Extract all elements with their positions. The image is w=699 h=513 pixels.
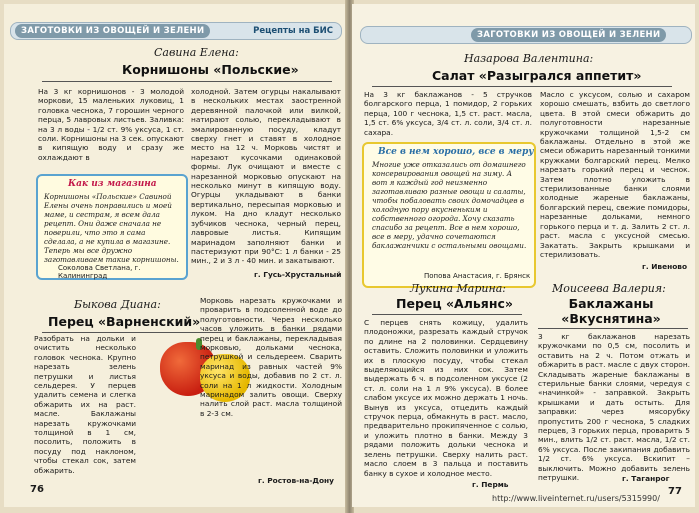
recipe-text: 3 кг баклажанов нарезать кружочками по 0,5 см, посолить и оставить на 2 ч. Потом отжать и обжарить в раст. масле с двух сторон. Складывать жареные баклажаны в стерильные банки слоями, чередуя с «начинкой» - заправкой. Закрыть крышками и дать остыть. Для заправки: через мясорубку пропустить 200 г чеснока, 5 сладких перцев, 3 горьких перца, проварить 5 мин., влить 1/2 ст. раст. масла, 1/2 ст. 6% уксуса. После закипания добавить 1/2 ст. 6% уксуса. Вскипит – выключить. Можно добавить зелень петрушки. xyxy=(538,332,690,483)
recipe-text: С перцев снять кожицу, удалить плодоножки, разрезать каждый стручок по длине на 2 половинки. Сердцевину оставить. Сложить половинки и уложить их в плоскую посуду, чтобы стекал выделяющийся из них сок. Затем выдержать 6 ч. в подсоленном уксусе (2 ст. л. соли на 1 л 9% уксуса). В более слабом уксусе их можно держать 1 ночь. Вынув из уксуса, отцедить каждый стручок перца, обмакнуть в раст. масло, предварительно прокипяченное с солью, и уложить плотно в банки. Между 3 рядами положить дольки чеснока и зелень петрушки. Сверху налить раст. масло слоем в 3 пальца и поставить банку в сухое и холодное место. xyxy=(364,318,528,478)
left-header-bar xyxy=(10,22,342,40)
recipe-text-column-1: Разобрать на дольки и очистить несколько головок чеснока. Крупно нарезать зелень петрушки и листья сельдерея. У перцев удалить семена и слегка обжарить их на раст. масле. Баклажаны нарезать кружочками толщиной в 1 см, посолить, положить в посуду под наклоном, чтобы стекал сок, затем обжарить. xyxy=(34,334,136,475)
right-page xyxy=(352,4,695,507)
recipe-city: г. Ростов-на-Дону xyxy=(258,476,334,485)
page-number: 77 xyxy=(668,486,682,497)
recipe-title: Перец «Альянс» xyxy=(396,296,513,311)
recipe-title: Баклажаны «Вкуснятина» xyxy=(561,296,661,326)
title-rule xyxy=(42,81,332,82)
recipe-text-column-2: холодной. Затем огурцы накалывают в нескольких местах заостренной деревянной палочкой или вилкой, натирают солью, перекладывают в эмалированную посуду, кладут сверху гнет и ставят в холодное место на 12 ч. Морковь чистят и нарезают кусочками одинаковой формы. Лук очищают и вместе с нарезанной морковью опускают на несколько минут в кипящую воду. Огурцы укладывают в банки вертикально, пересыпая морковью и луком. На дно кладут несколько зубчиков чеснока, черный перец, лавровые листья. Кипящим маринадом заполняют банки и пастеризуют при 90°С: 1 л банки - 25 мин., 2 и 3 л - 40 мин. и закатывают. xyxy=(191,87,341,266)
left-section-label: ЗАГОТОВКИ ИЗ ОВОЩЕЙ И ЗЕЛЕНИ xyxy=(15,24,210,38)
note-text: Корнишоны «Польские» Савиной Елены очень понравились и моей маме, и сестрам, я всем дала рецепт. Они даже сначала не поверили, что это я сама сделала, а не купила в магазине. Теперь мы все дружно заготавливаем такие корнишоны. xyxy=(44,192,179,264)
recipe-text-column-2: Масло с уксусом, солью и сахаром хорошо смешать, взбить до светлого цвета. В этой смеси обжарить до полуготовности нарезанные кружочками толщиной 1,5-2 см баклажаны. Отдельно в этой же смеси обжарить нарезанный тонкими кружками болгарский перец. Мелко нарезать горький перец и чеснок. Затем плотно уложить в стерилизованные банки слоями холодные жареные баклажаны, болгарский перец, свежие помидоры, нарезанные дольками, немного горького перца и т. д. Залить 2 ст. л. раст. масла с уксусной смесью. Закатать. Закрыть крышками и стерилизовать. xyxy=(540,90,690,259)
watermark-url: http://www.liveinternet.ru/users/5315990/ xyxy=(492,494,660,503)
note-label: Все в нем хорошо, все в меру xyxy=(378,147,534,157)
note-label: Как из магазина xyxy=(68,179,157,189)
reader-note xyxy=(362,142,536,288)
title-rule xyxy=(372,86,672,87)
recipe-title: Корнишоны «Польские» xyxy=(122,62,299,77)
recipe-city: г. Таганрог xyxy=(622,474,670,483)
recipe-author: Назарова Валентина: xyxy=(464,52,594,65)
recipe-text-column-1: На 3 кг корнишонов - 3 молодой моркови, 15 маленьких луковиц, 1 головка чеснока, 7 горошин черного перца, 5 лавровых листьев. Заливка: на 3 л воды - 1/2 ст. 9% уксуса, 1 ст. соли. Корнишоны на 3 сек. опускают в кипящую воду и сразу же охлаждают в xyxy=(38,87,184,162)
recipe-author: Савина Елена: xyxy=(154,46,239,59)
recipe-city: г. Пермь xyxy=(472,480,509,489)
recipe-title: Салат «Разыгрался аппетит» xyxy=(432,68,642,83)
recipe-author: Моисеева Валерия: xyxy=(552,282,666,295)
reader-note xyxy=(36,174,188,280)
note-signature: Соколова Светлана, г. Калининград xyxy=(58,264,141,280)
recipe-author: Лукина Марина: xyxy=(410,282,506,295)
recipe-title: Перец «Варненский» xyxy=(48,314,201,329)
title-rule xyxy=(538,328,688,329)
recipe-city: г. Гусь-Хрустальный xyxy=(254,270,342,279)
recipe-city: г. Ивеново xyxy=(642,262,688,271)
right-section-label: ЗАГОТОВКИ ИЗ ОВОЩЕЙ И ЗЕЛЕНИ xyxy=(471,28,666,42)
page-number: 76 xyxy=(30,484,44,495)
note-text: Многие уже отказались от домашнего консервирования овощей на зиму. А вот я каждый год неизменно заготавливаю разные овощи и салаты, чтобы побаловать своих домочадцев в холодную пору вкусненьким и собственного огорода. Хочу сказать спасибо за рецепт. Все в нем хорошо, все в меру, удачно сочетаются баклажанчики с остальными овощами. xyxy=(372,160,527,250)
recipe-text-column-1: На 3 кг баклажанов - 5 стручков болгарского перца, 1 помидор, 2 горьких перца, 100 г чеснока, 1,5 ст. раст. масла, 1,5 ст. 6% уксуса, 3/4 ст. л. соли, 3/4 ст. л. сахара. xyxy=(364,90,532,137)
recipe-author: Быкова Диана: xyxy=(74,298,161,311)
left-series-label: Рецепты на БИС xyxy=(253,26,333,36)
note-signature: Попова Анастасия, г. Брянск xyxy=(424,272,531,280)
title-rule xyxy=(372,314,522,315)
recipe-text-column-2: Морковь нарезать кружочками и проварить в подсоленной воде до полуготовности. Через несколько часов уложить в банки рядами перец и баклажаны, перекладывая морковью, дольками чеснока, петрушкой и сельдереем. Сварить маринад из равных частей 9% уксуса и воды, добавив по 2 ст. л. соли на 1 л жидкости. Холодным маринадом залить овощи. Сверху налить слой раст. масла толщиной в 2-3 см. xyxy=(200,296,342,418)
right-header-bar xyxy=(360,26,692,44)
left-page xyxy=(4,4,347,507)
